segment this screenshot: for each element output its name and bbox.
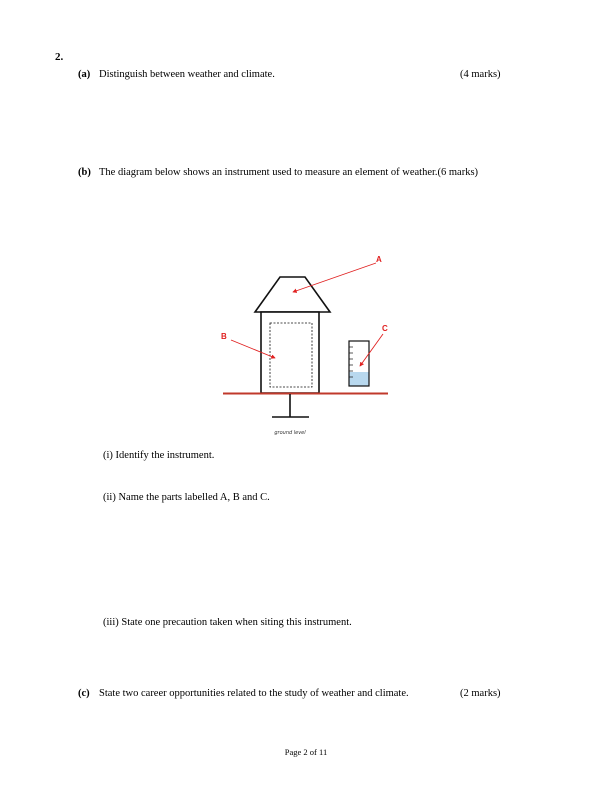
part-a-text: Distinguish between weather and climate. (99, 69, 275, 80)
label-a: A (376, 255, 382, 264)
arrow-c (360, 334, 383, 366)
page-footer: Page 2 of 11 (284, 747, 328, 757)
instrument-diagram (218, 250, 393, 440)
part-b-text: The diagram below shows an instrument used to measure an element of weather.(6 marks) (99, 167, 479, 178)
label-b: B (221, 332, 227, 341)
subquestion-ii: (ii) Name the parts labelled A, B and C. (103, 492, 270, 503)
part-c-marks: (2 marks) (460, 688, 501, 699)
water-level (349, 372, 369, 386)
subquestion-iii: (iii) State one precaution taken when siting this instrument. (103, 617, 352, 628)
part-a-letter: (a) (78, 69, 91, 80)
part-c-text: State two career opportunities related to the study of weather and climate. (99, 688, 409, 699)
part-a-marks: (4 marks) (460, 69, 501, 80)
subquestion-i: (i) Identify the instrument. (103, 450, 215, 461)
part-c-letter: (c) (78, 688, 90, 699)
ground-level-label: ground level (274, 430, 306, 436)
part-b-letter: (b) (78, 167, 91, 178)
question-number: 2. (55, 51, 64, 63)
label-c: C (382, 324, 388, 333)
roof-shape (255, 277, 330, 312)
